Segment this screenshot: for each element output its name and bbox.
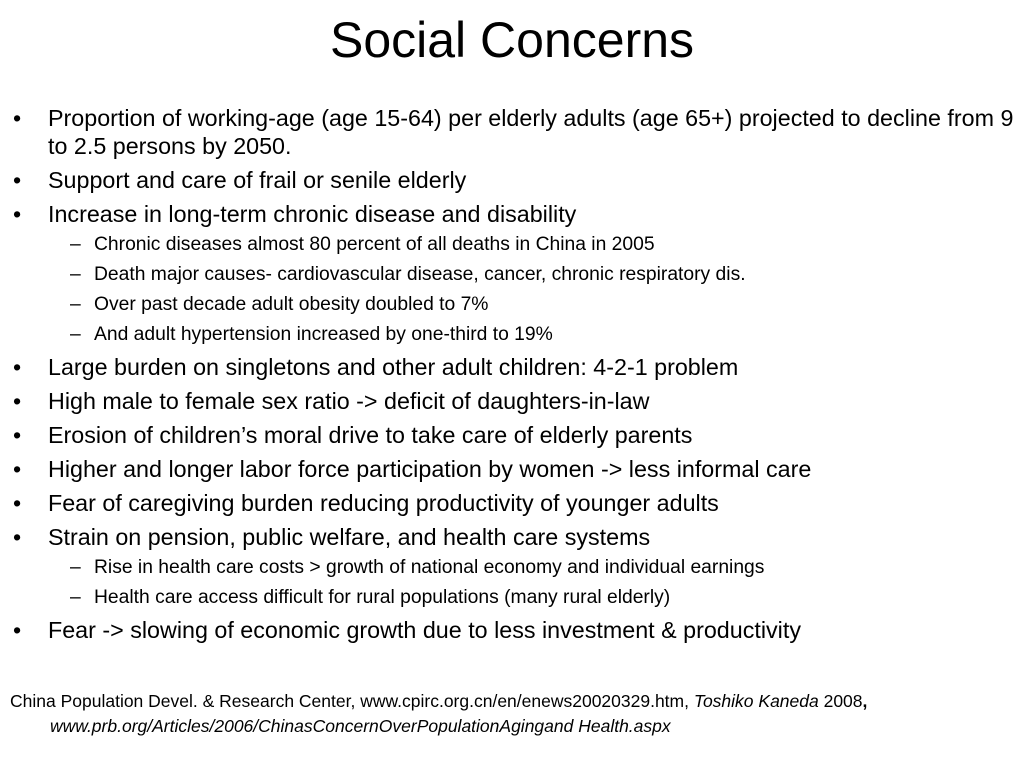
slide-title: Social Concerns — [329, 12, 695, 68]
bullet-item — [10, 455, 1015, 483]
source-text: China Population Devel. & Research Center, www.cpirc.org.cn/en/enews20020329.htm, — [10, 691, 694, 711]
sub-bullet-text: Chronic diseases almost 80 percent of all deaths in China in 2005 — [94, 234, 655, 255]
dash-icon: – — [70, 234, 81, 255]
bullet-dot-icon: • — [13, 105, 22, 131]
sub-bullet-text: Over past decade adult obesity doubled to 7% — [94, 294, 489, 315]
bullet-text: Strain on pension, public welfare, and health care systems — [48, 524, 651, 550]
source-url: www.prb.org/Articles/2006/ChinasConcernOverPopulationAgingand Health.aspx — [50, 716, 671, 736]
bullet-text: Increase in long-term chronic disease and disability — [48, 201, 577, 227]
bullet-text: Proportion of working-age (age 15-64) per elderly adults (age 65+) projected to decline from 9 to 2.5 persons by 2050. — [48, 105, 1014, 159]
bullet-text: High male to female sex ratio -> deficit of daughters-in-law — [48, 388, 650, 414]
dash-icon: – — [70, 557, 81, 578]
sub-bullet-item — [10, 585, 1015, 610]
bullet-dot-icon: • — [13, 354, 22, 380]
sub-bullet-list — [48, 555, 1015, 610]
bullet-list-container — [10, 104, 1015, 650]
bullet-item — [10, 353, 1015, 381]
bullet-dot-icon: • — [13, 490, 22, 516]
dash-icon: – — [70, 294, 81, 315]
bullet-text: Erosion of children’s moral drive to take care of elderly parents — [48, 422, 693, 448]
bullet-text: Fear -> slowing of economic growth due to less investment & productivity — [48, 617, 801, 643]
bullet-dot-icon: • — [13, 524, 22, 550]
bullet-list — [10, 104, 1015, 644]
dash-icon: – — [70, 264, 81, 285]
sub-bullet-item — [10, 322, 1015, 347]
bullet-item — [10, 200, 1015, 347]
bullet-text: Large burden on singletons and other adult children: 4-2-1 problem — [48, 354, 739, 380]
sub-bullet-item — [10, 232, 1015, 257]
bullet-dot-icon: • — [13, 456, 22, 482]
sub-bullet-item — [10, 555, 1015, 580]
bullet-dot-icon: • — [13, 201, 22, 227]
bullet-item — [10, 523, 1015, 610]
bullet-dot-icon: • — [13, 167, 22, 193]
bullet-item — [10, 387, 1015, 415]
bullet-dot-icon: • — [13, 388, 22, 414]
dash-icon: – — [70, 587, 81, 608]
sub-bullet-item — [10, 262, 1015, 287]
sub-bullet-list — [48, 232, 1015, 347]
bullet-text: Higher and longer labor force participation by women -> less informal care — [48, 456, 812, 482]
sub-bullet-text: And adult hypertension increased by one-third to 19% — [94, 324, 553, 345]
source-author: Toshiko Kaneda — [693, 691, 819, 711]
source-citation — [10, 689, 1024, 739]
sub-bullet-text: Health care access difficult for rural populations (many rural elderly) — [94, 587, 671, 608]
bullet-item — [10, 489, 1015, 517]
bullet-item — [10, 421, 1015, 449]
sub-bullet-text: Rise in health care costs > growth of national economy and individual earnings — [94, 557, 765, 578]
bullet-item — [10, 166, 1015, 194]
sub-bullet-item — [10, 292, 1015, 317]
bullet-text: Support and care of frail or senile elderly — [48, 167, 467, 193]
sub-bullet-text: Death major causes- cardiovascular disease, cancer, chronic respiratory dis. — [94, 264, 746, 285]
bullet-item — [10, 104, 1015, 160]
bullet-item — [10, 616, 1015, 644]
source-year: 2008 — [818, 691, 863, 711]
dash-icon: – — [70, 324, 81, 345]
source-comma: , — [862, 691, 868, 711]
bullet-dot-icon: • — [13, 422, 22, 448]
bullet-dot-icon: • — [13, 617, 22, 643]
bullet-text: Fear of caregiving burden reducing productivity of younger adults — [48, 490, 719, 516]
